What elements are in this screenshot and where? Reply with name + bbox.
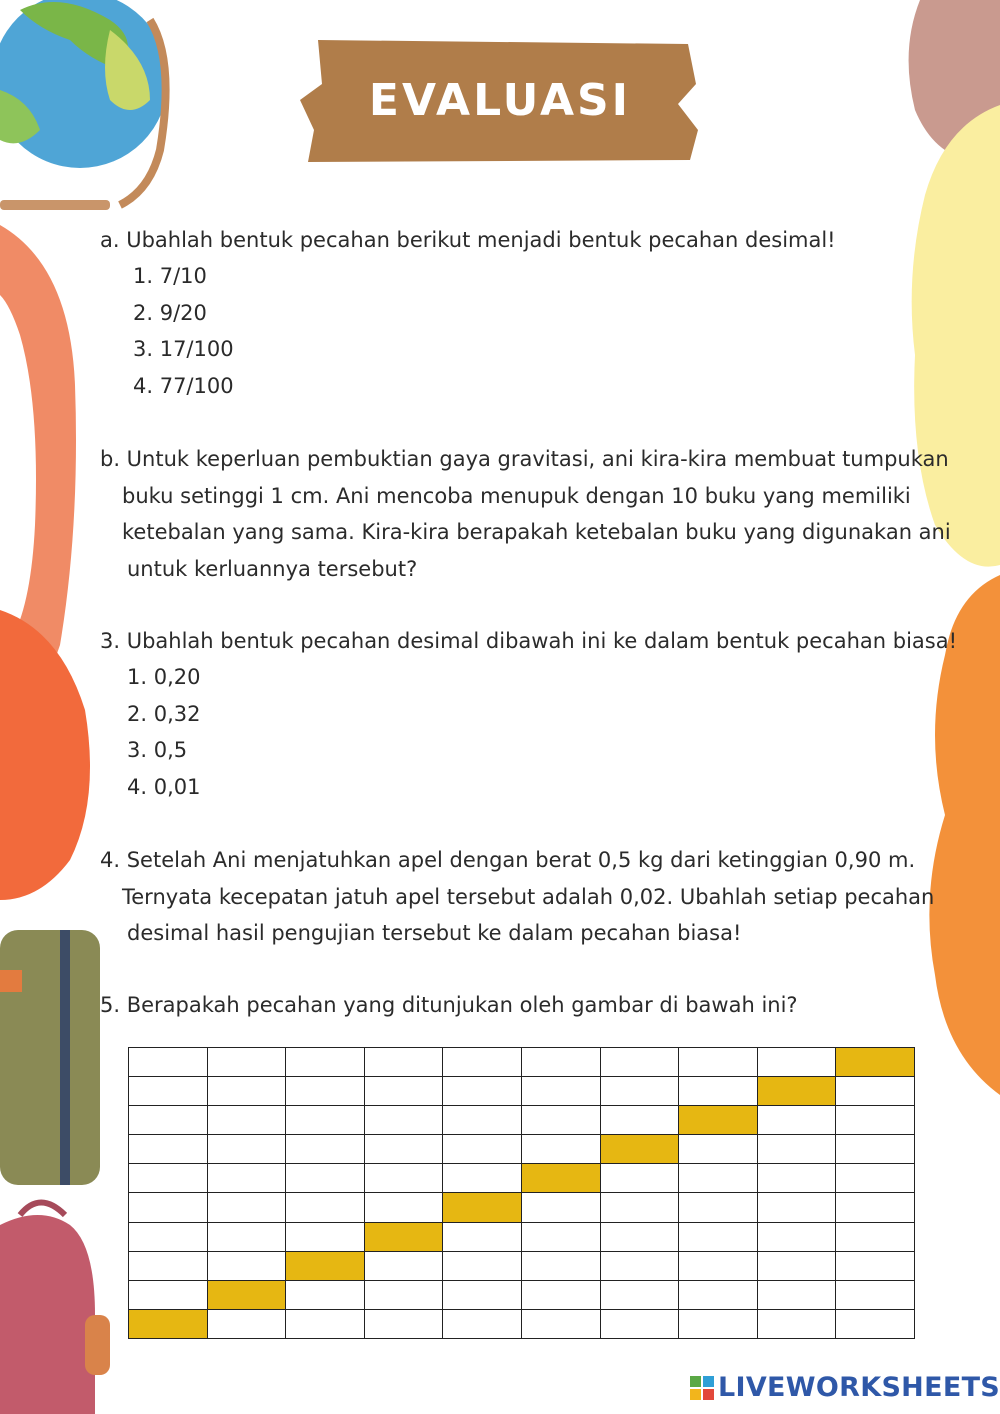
- grid-cell: [757, 1222, 836, 1251]
- list-item: 3. 0,5: [127, 738, 188, 762]
- grid-row: [129, 1077, 915, 1106]
- grid-cell: [600, 1077, 679, 1106]
- grid-cell: [757, 1135, 836, 1164]
- backpack-illustration: [0, 1195, 110, 1414]
- red-blob-illustration: [0, 610, 100, 900]
- grid-cell: [521, 1135, 600, 1164]
- grid-row: [129, 1135, 915, 1164]
- grid-cell: [600, 1048, 679, 1077]
- grid-cell: [757, 1106, 836, 1135]
- grid-cell: [521, 1280, 600, 1309]
- grid-cell: [286, 1193, 365, 1222]
- list-item: 1. 7/10: [133, 264, 207, 288]
- grid-cell-shaded: [286, 1251, 365, 1280]
- grid-cell: [836, 1222, 915, 1251]
- question-4-line-2: Ternyata kecepatan jatuh apel tersebut adalah 0,02. Ubahlah setiap pecahan: [122, 884, 935, 909]
- grid-cell: [521, 1193, 600, 1222]
- grid-cell: [757, 1280, 836, 1309]
- grid-cell: [286, 1280, 365, 1309]
- list-item: 1. 0,20: [127, 665, 201, 689]
- globe-illustration: [0, 0, 175, 240]
- grid-cell: [836, 1135, 915, 1164]
- grid-cell: [836, 1309, 915, 1338]
- question-b-line-4: untuk kerluannya tersebut?: [127, 556, 418, 581]
- grid-cell: [286, 1048, 365, 1077]
- grid-cell: [364, 1193, 443, 1222]
- grid-cell: [364, 1309, 443, 1338]
- grid-cell: [129, 1164, 208, 1193]
- fraction-grid-table: [128, 1047, 915, 1339]
- question-a: [100, 222, 836, 259]
- grid-cell: [129, 1222, 208, 1251]
- grid-cell-shaded: [679, 1106, 758, 1135]
- question-4-line-1: 4. Setelah Ani menjatuhkan apel dengan berat 0,5 kg dari ketinggian 0,90 m.: [100, 848, 916, 872]
- fraction-grid: [128, 1047, 915, 1339]
- liveworksheets-logo-icon: [690, 1376, 714, 1400]
- list-item: 3. 17/100: [133, 337, 234, 361]
- grid-cell: [443, 1309, 522, 1338]
- list-item: 2. 9/20: [133, 300, 207, 325]
- grid-cell: [757, 1193, 836, 1222]
- grid-cell: [207, 1164, 286, 1193]
- grid-cell: [521, 1251, 600, 1280]
- grid-cell: [129, 1280, 208, 1309]
- grid-cell: [286, 1106, 365, 1135]
- grid-cell: [443, 1048, 522, 1077]
- grid-cell-shaded: [443, 1193, 522, 1222]
- question-b: [100, 441, 951, 587]
- grid-cell: [443, 1135, 522, 1164]
- grid-cell: [286, 1222, 365, 1251]
- grid-cell: [443, 1251, 522, 1280]
- grid-cell: [521, 1077, 600, 1106]
- grid-cell: [129, 1135, 208, 1164]
- grid-cell: [836, 1106, 915, 1135]
- question-b-line-3: ketebalan yang sama. Kira-kira berapakah ketebalan buku yang digunakan ani: [122, 520, 951, 544]
- grid-cell: [364, 1251, 443, 1280]
- grid-row: [129, 1106, 915, 1135]
- grid-cell: [207, 1106, 286, 1135]
- grid-cell: [207, 1048, 286, 1077]
- grid-cell: [836, 1280, 915, 1309]
- grid-cell: [836, 1251, 915, 1280]
- grid-cell: [286, 1309, 365, 1338]
- grid-row: [129, 1164, 915, 1193]
- grid-cell-shaded: [600, 1135, 679, 1164]
- grid-cell-shaded: [207, 1280, 286, 1309]
- grid-cell: [207, 1077, 286, 1106]
- grid-cell: [129, 1251, 208, 1280]
- grid-cell: [600, 1309, 679, 1338]
- grid-cell: [207, 1222, 286, 1251]
- grid-cell: [836, 1193, 915, 1222]
- question-4-line-3: desimal hasil pengujian tersebut ke dalam pecahan biasa!: [127, 921, 742, 945]
- grid-cell: [757, 1048, 836, 1077]
- grid-row: [129, 1280, 915, 1309]
- grid-cell: [364, 1048, 443, 1077]
- list-item: 4. 77/100: [133, 373, 234, 398]
- grid-cell: [207, 1251, 286, 1280]
- grid-cell: [364, 1106, 443, 1135]
- grid-cell: [443, 1077, 522, 1106]
- grid-cell: [129, 1193, 208, 1222]
- title-banner: [300, 34, 700, 166]
- grid-cell: [679, 1164, 758, 1193]
- grid-cell: [679, 1222, 758, 1251]
- grid-cell: [364, 1164, 443, 1193]
- grid-cell: [679, 1280, 758, 1309]
- grid-cell: [521, 1048, 600, 1077]
- grid-row: [129, 1048, 915, 1077]
- grid-cell: [521, 1222, 600, 1251]
- grid-cell: [521, 1309, 600, 1338]
- grid-cell: [207, 1193, 286, 1222]
- grid-cell: [521, 1106, 600, 1135]
- grid-cell: [364, 1280, 443, 1309]
- grid-row: [129, 1222, 915, 1251]
- grid-cell: [443, 1106, 522, 1135]
- question-b-line-1: b. Untuk keperluan pembuktian gaya gravitasi, ani kira-kira membuat tumpukan: [100, 447, 949, 471]
- green-book-illustration: [0, 930, 100, 1185]
- grid-cell-shaded: [129, 1309, 208, 1338]
- grid-cell: [443, 1222, 522, 1251]
- question-5: [100, 987, 798, 1024]
- question-a-items: [133, 258, 234, 404]
- grid-cell: [757, 1309, 836, 1338]
- grid-cell: [600, 1280, 679, 1309]
- grid-row: [129, 1251, 915, 1280]
- grid-cell: [600, 1193, 679, 1222]
- list-item: 4. 0,01: [127, 774, 201, 799]
- question-4: [100, 842, 934, 952]
- grid-cell: [364, 1077, 443, 1106]
- grid-cell: [679, 1251, 758, 1280]
- grid-cell: [679, 1048, 758, 1077]
- grid-cell-shaded: [364, 1222, 443, 1251]
- list-item: 2. 0,32: [127, 701, 201, 726]
- grid-cell: [679, 1309, 758, 1338]
- grid-cell: [757, 1251, 836, 1280]
- grid-cell: [679, 1193, 758, 1222]
- grid-cell: [286, 1077, 365, 1106]
- grid-row: [129, 1309, 915, 1338]
- grid-cell: [836, 1077, 915, 1106]
- grid-cell: [600, 1251, 679, 1280]
- grid-row: [129, 1193, 915, 1222]
- page-title: EVALUASI: [368, 74, 632, 126]
- grid-cell-shaded: [757, 1077, 836, 1106]
- grid-cell: [836, 1164, 915, 1193]
- question-a-text: a. Ubahlah bentuk pecahan berikut menjadi bentuk pecahan desimal!: [100, 228, 836, 252]
- grid-cell-shaded: [521, 1164, 600, 1193]
- grid-cell: [129, 1077, 208, 1106]
- grid-cell: [129, 1106, 208, 1135]
- grid-cell: [364, 1135, 443, 1164]
- grid-cell: [757, 1164, 836, 1193]
- grid-cell: [600, 1164, 679, 1193]
- question-5-text: 5. Berapakah pecahan yang ditunjukan oleh gambar di bawah ini?: [100, 993, 798, 1017]
- grid-cell: [286, 1164, 365, 1193]
- grid-cell: [679, 1077, 758, 1106]
- question-b-line-2: buku setinggi 1 cm. Ani mencoba menupuk dengan 10 buku yang memiliki: [122, 483, 911, 508]
- grid-cell: [207, 1309, 286, 1338]
- question-3-items: [127, 659, 200, 805]
- grid-cell: [286, 1135, 365, 1164]
- question-3-text: 3. Ubahlah bentuk pecahan desimal dibawah ini ke dalam bentuk pecahan biasa!: [100, 629, 958, 653]
- grid-cell: [443, 1164, 522, 1193]
- grid-cell: [129, 1048, 208, 1077]
- question-3: [100, 623, 957, 660]
- grid-cell-shaded: [836, 1048, 915, 1077]
- grid-cell: [679, 1135, 758, 1164]
- grid-cell: [207, 1135, 286, 1164]
- grid-cell: [600, 1106, 679, 1135]
- grid-cell: [600, 1222, 679, 1251]
- liveworksheets-brand: LIVEWORKSHEETS: [718, 1372, 1000, 1403]
- grid-cell: [443, 1280, 522, 1309]
